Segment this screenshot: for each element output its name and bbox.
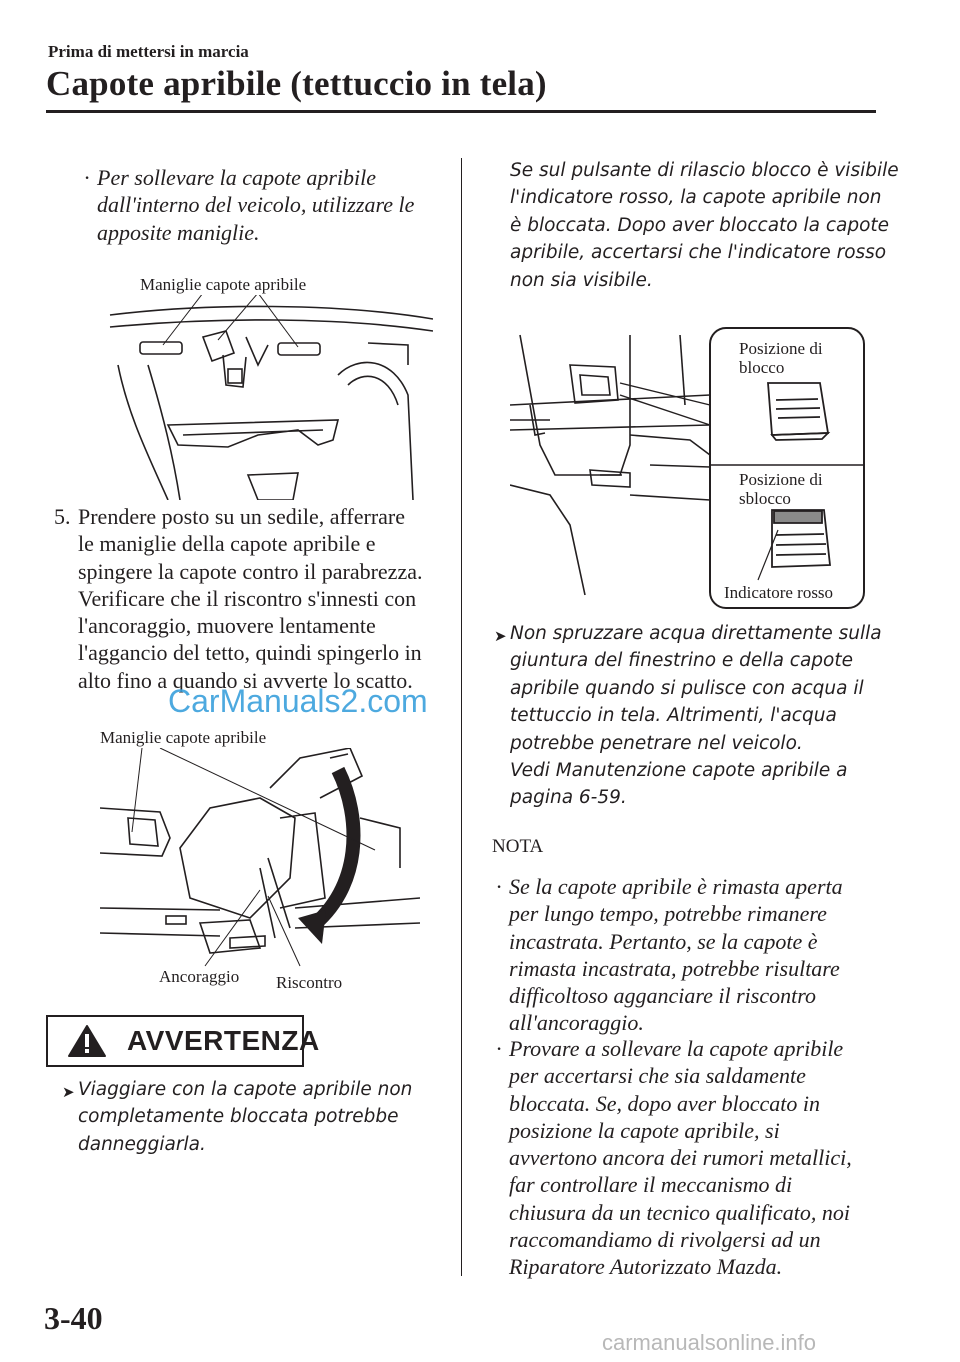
- text-line: Vedi Manutenzione capote apribile a: [510, 760, 848, 782]
- text-line: Viaggiare con la capote apribile non: [78, 1079, 413, 1100]
- text-line: apribile quando si pulisce con acqua il: [510, 677, 864, 699]
- text-line: per accertarsi che sia saldamente: [509, 1063, 806, 1089]
- step-number: 5.: [54, 504, 71, 529]
- text-line: Riparatore Autorizzato Mazda.: [509, 1254, 783, 1280]
- text-line: non sia visibile.: [510, 269, 653, 291]
- text-line: Non spruzzare acqua direttamente sulla: [510, 623, 882, 644]
- text-line: è bloccata. Dopo aver bloccato la capote: [510, 214, 890, 236]
- text-line: l'indicatore rosso, la capote apribile non: [510, 187, 882, 209]
- text-line: dall'interno del veicolo, utilizzare le: [97, 192, 415, 218]
- warning-box: [46, 1015, 320, 1067]
- text-line: apribile, accertarsi che l'indicatore rosso: [510, 242, 887, 264]
- text-line: alto fino a quando si avverte lo scatto.: [78, 667, 413, 693]
- warning-title: AVVERTENZA: [127, 1025, 320, 1056]
- fig2-label-striker: Riscontro: [276, 973, 343, 992]
- page-title: Capote apribile (tettuccio in tela): [46, 64, 547, 103]
- label-line: Posizione di: [739, 470, 823, 489]
- section-title: Prima di mettersi in marcia: [48, 42, 249, 61]
- header-rule: [46, 110, 876, 113]
- red-indicator-note: [510, 157, 899, 294]
- bullet-dot: ·: [496, 874, 502, 899]
- text-line: Se la capote apribile è rimasta aperta: [509, 874, 843, 899]
- text-line: per lungo tempo, potrebbe rimanere: [509, 901, 827, 927]
- step-5: [54, 503, 423, 694]
- text-line: Provare a sollevare la capote apribile: [509, 1036, 844, 1061]
- nota-heading: NOTA: [492, 836, 544, 857]
- warning-text: [62, 1076, 413, 1158]
- label-line: blocco: [739, 358, 785, 377]
- text-line: far controllare il meccanismo di: [509, 1172, 793, 1198]
- text-line: Verificare che il riscontro s'innesti con: [78, 585, 417, 611]
- figure-interior-handles: [108, 295, 433, 500]
- fig2-label-anchor: Ancoraggio: [159, 967, 240, 986]
- fig3-label-unlock: [739, 470, 823, 508]
- figure-latch-operation: [100, 748, 420, 970]
- label-line: Posizione di: [739, 339, 823, 358]
- text-line: all'ancoraggio.: [509, 1010, 644, 1036]
- fig2-label-handles: Maniglie capote apribile: [100, 728, 267, 747]
- fig1-label-handles: Maniglie capote apribile: [140, 275, 307, 294]
- text-line: avvertono ancora dei rumori metallici,: [509, 1145, 852, 1171]
- text-line: difficoltoso agganciare il riscontro: [509, 983, 816, 1009]
- fig3-label-red-indicator: Indicatore rosso: [724, 583, 834, 602]
- text-line: Se sul pulsante di rilascio blocco è visibile: [510, 160, 899, 181]
- text-line: tettuccio in tela. Altrimenti, l'acqua: [510, 705, 837, 727]
- text-line: Prendere posto su un sedile, afferrare: [78, 504, 406, 529]
- water-caution: [494, 620, 882, 812]
- text-line: completamente bloccata potrebbe: [78, 1106, 399, 1128]
- fig3-label-lock: [739, 339, 823, 377]
- text-line: Per sollevare la capote apribile: [97, 165, 377, 190]
- warning-triangle-icon: [67, 1024, 107, 1058]
- text-line: le maniglie della capote apribile e: [78, 531, 376, 557]
- column-divider: [461, 158, 462, 1276]
- text-line: giuntura del finestrino e della capote: [510, 650, 853, 672]
- text-line: danneggiarla.: [78, 1133, 206, 1155]
- text-line: apposite maniglie.: [97, 219, 260, 245]
- arrow-bullet-icon: ➤: [62, 1083, 75, 1101]
- nota-item-1: [496, 873, 843, 1037]
- text-line: potrebbe penetrare nel veicolo.: [510, 732, 803, 754]
- watermark-carmanualsonline: carmanualsonline.info: [602, 1330, 817, 1355]
- text-line: spingere la capote contro il parabrezza.: [78, 558, 423, 584]
- text-line: raccomandiamo di rivolgersi ad un: [509, 1227, 821, 1253]
- bullet-lift-capote: [84, 164, 415, 246]
- watermark-carmanuals2: CarManuals2.com: [168, 683, 428, 719]
- bullet-dot: ·: [496, 1036, 502, 1061]
- text-line: incastrata. Pertanto, se la capote è: [509, 928, 818, 954]
- bullet-dot: ·: [84, 165, 90, 190]
- text-line: l'ancoraggio, muovere lentamente: [78, 613, 376, 639]
- arrow-bullet-icon: ➤: [494, 627, 507, 645]
- text-line: bloccata. Se, dopo aver bloccato in: [509, 1090, 820, 1116]
- text-line: posizione la capote apribile, si: [509, 1117, 780, 1143]
- text-line: pagina 6-59.: [510, 787, 627, 809]
- nota-item-2: [496, 1035, 852, 1281]
- text-line: rimasta incastrata, potrebbe risultare: [509, 955, 840, 981]
- page-number: 3-40: [44, 1300, 103, 1336]
- text-line: chiusura da un tecnico qualificato, noi: [509, 1199, 850, 1225]
- label-line: sblocco: [739, 489, 791, 508]
- text-line: l'aggancio del tetto, quindi spingerlo in: [78, 640, 422, 666]
